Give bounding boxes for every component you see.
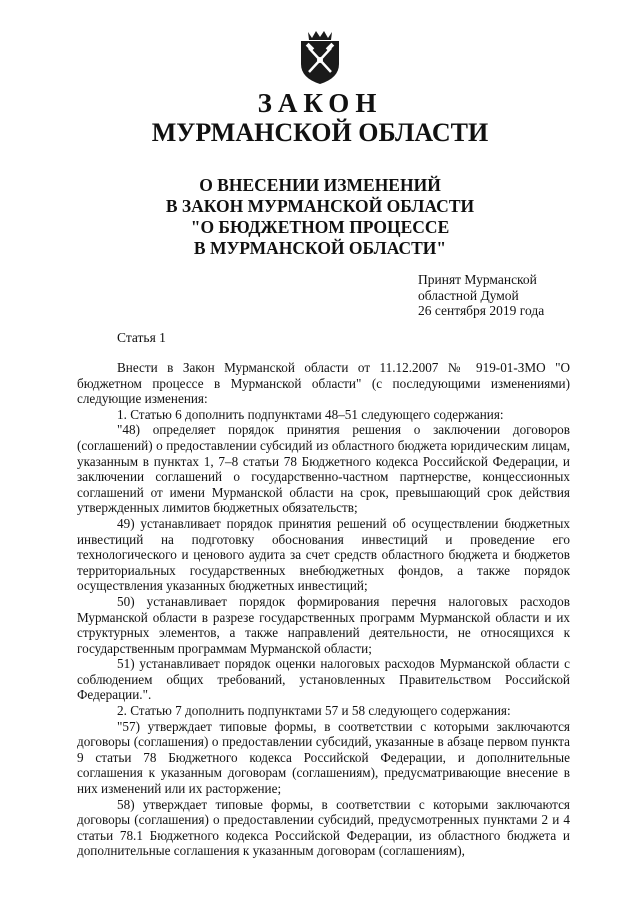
adoption-line: Принят Мурманской (418, 272, 537, 287)
adoption-note (418, 272, 544, 319)
paragraph: 1. Статью 6 дополнить подпунктами 48–51 следующего содержания: (117, 406, 504, 422)
paragraph: 50) устанавливает порядок формирования перечня налоговых расходов Мурманской области в разрезе государственных программ Мурманской области и их структурных элементов, а также направлений деятельности, не относящихся к государственным программам Мурманской области; (77, 593, 570, 656)
paragraph: "48) определяет порядок принятия решения о заключении договоров (соглашений) о предоставлении субсидий из областного бюджета юридическим лицам, указанным в пунктах 1, 7–8 статьи 78 Бюджетного кодекса Российской Федерации, и заключении соглашений о государственно-частном партнерстве, концессионных соглашений от имени Мурманской области на срок, превышающий срок действия утвержденных лимитов бюджетных обязательств; (77, 422, 570, 516)
article-heading: Статья 1 (117, 330, 166, 345)
paragraph: 49) устанавливает порядок принятия решений об осуществлении бюджетных инвестиций на подготовку обоснования инвестиций и проведение его технологического и ценового аудита за счет средств областного бюджета и бюджетов территориальных государственных внебюджетных фондов, а также порядок осуществления указанных бюджетных инвестиций; (77, 515, 570, 594)
murmansk-coat-of-arms-icon (295, 28, 345, 86)
adoption-date: 26 сентября 2019 года (418, 303, 545, 319)
law-title-line: О ВНЕСЕНИИ ИЗМЕНЕНИЙ (199, 175, 441, 195)
adoption-line: областной Думой (418, 287, 519, 303)
document-type-heading: ЗАКОН (257, 88, 383, 118)
law-title-line: "О БЮДЖЕТНОМ ПРОЦЕССЕ (190, 217, 450, 237)
region-heading: МУРМАНСКОЙ ОБЛАСТИ (151, 118, 489, 147)
article-body (77, 360, 570, 859)
paragraph: Внести в Закон Мурманской области от 11.12.2007 № 919-01-ЗМО "О бюджетном процессе в Мурманской области" (с последующими изменениями) следующие изменения: (77, 360, 570, 407)
law-title (0, 175, 640, 259)
paragraph: 51) устанавливает порядок оценки налоговых расходов Мурманской области с соблюдением общих требований, установленных Правительством Российской Федерации.". (77, 656, 570, 703)
law-title-line: В ЗАКОН МУРМАНСКОЙ ОБЛАСТИ (165, 196, 475, 216)
law-title-line: В МУРМАНСКОЙ ОБЛАСТИ" (193, 238, 447, 258)
paragraph: 2. Статью 7 дополнить подпунктами 57 и 58 следующего содержания: (117, 703, 511, 719)
paragraph: 58) утверждает типовые формы, в соответствии с которыми заключаются договоры (соглашения) о предоставлении субсидий, предусмотренных пунктами 2 и 4 статьи 78.1 Бюджетного кодекса Российской Федерации, из областного бюджета и дополнительные соглашения к указанным договорам (соглашениям), (77, 796, 570, 859)
paragraph: "57) утверждает типовые формы, в соответствии с которыми заключаются договоры (соглашения) о предоставлении субсидий, указанные в абзаце первом пункта 9 статьи 78 Бюджетного кодекса Российской Федерации, и дополнительные соглашения к указанным договорам (соглашениям), предусматривающие внесение в них изменений или их расторжение; (77, 718, 570, 797)
